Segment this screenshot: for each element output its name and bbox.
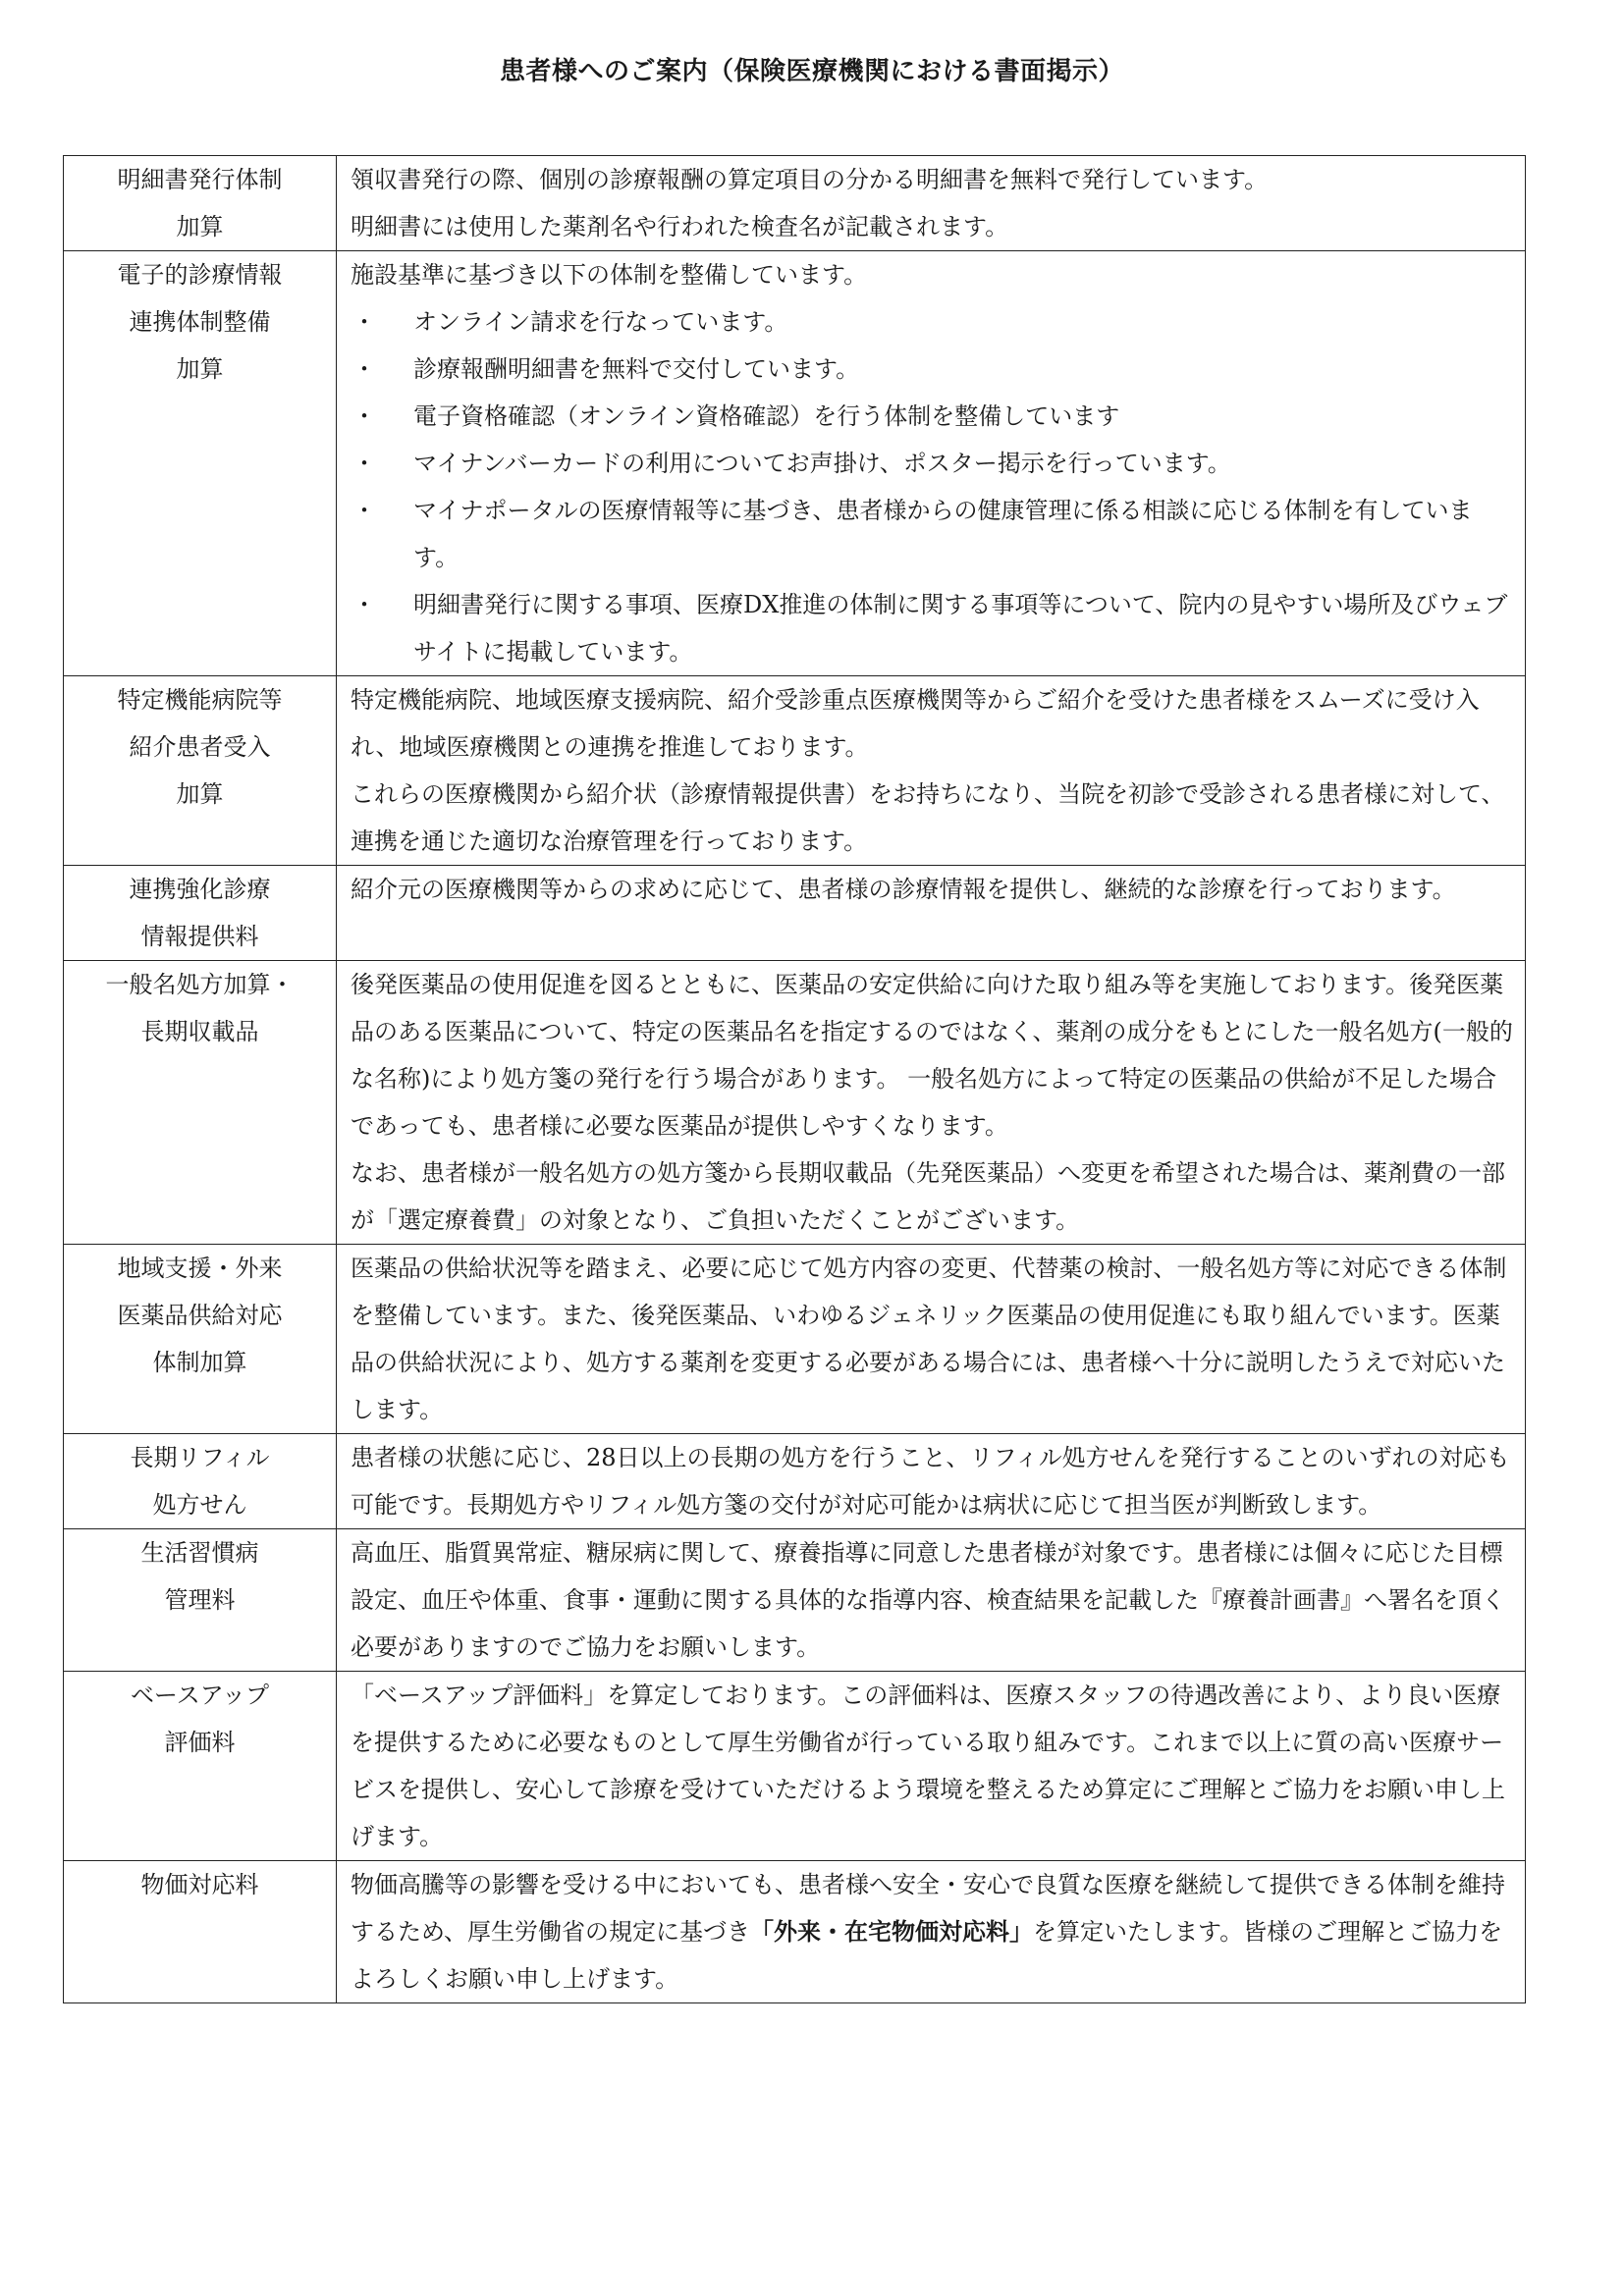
- row-paragraph: 後発医薬品の使用促進を図るとともに、医薬品の安定供給に向けた取り組み等を実施しております。後発医薬品のある医薬品について、特定の医薬品名を指定するのではなく、薬剤の成分をもとにした一般名処方(一般的な名称)により処方箋の発行を行う場合があります。 一般名処方によって特定の医薬品の供給が不足した場合であっても、患者様に必要な医薬品が提供しやすくなります。: [351, 971, 1513, 1140]
- row-label-line: 長期リフィル: [130, 1444, 270, 1471]
- bullet-dot-icon: ・: [352, 308, 376, 336]
- row-paragraph: [351, 1861, 1513, 2002]
- row-label: [64, 676, 337, 866]
- list-item: [351, 393, 1513, 440]
- row-label: [64, 961, 337, 1245]
- row-paragraph: 医薬品の供給状況等を踏まえ、必要に応じて処方内容の変更、代替薬の検討、一般名処方等に対応できる体制を整備しています。また、後発医薬品、いわゆるジェネリック医薬品の使用促進にも取り組んでいます。医薬品の供給状況により、処方する薬剤を変更する必要がある場合には、患者様へ十分に説明したうえで対応いたします。: [351, 1255, 1507, 1423]
- row-label-line: 明細書発行体制: [117, 166, 283, 193]
- row-label-line: 紹介患者受入: [129, 733, 271, 761]
- row-label: [64, 1672, 337, 1861]
- list-item: [351, 298, 1513, 346]
- row-label-line: 処方せん: [152, 1491, 247, 1519]
- bullet-text: 診療報酬明細書を無料で交付しています。: [413, 355, 860, 383]
- notice-table: [63, 155, 1526, 2003]
- row-label-line: ベースアップ: [130, 1682, 270, 1709]
- table-row: [64, 866, 1526, 961]
- row-content: [337, 251, 1526, 676]
- bullet-text: マイナポータルの医療情報等に基づき、患者様からの健康管理に係る相談に応じる体制を有しています。: [413, 497, 1473, 571]
- row-paragraph: 「ベースアップ評価料」を算定しております。この評価料は、医療スタッフの待遇改善により、より良い医療を提供するために必要なものとして厚生労働省が行っている取り組みです。これまで以上に質の高い医療サービスを提供し、安心して診療を受けていただけるよう環境を整えるため算定にご理解とご協力をお願い申し上げます。: [351, 1682, 1505, 1850]
- list-item: [351, 346, 1513, 393]
- row-label: [64, 1434, 337, 1529]
- row-content: [337, 1434, 1526, 1529]
- table-row: [64, 1529, 1526, 1672]
- row-label-line: 加算: [176, 780, 224, 808]
- row-label-line: 生活習慣病: [140, 1539, 259, 1567]
- row-label-line: 物価対応料: [140, 1871, 259, 1898]
- row-paragraph: 高血圧、脂質異常症、糖尿病に関して、療養指導に同意した患者様が対象です。患者様には個々に応じた目標設定、血圧や体重、食事・運動に関する具体的な指導内容、検査結果を記載した『療養計画書』へ署名を頂く必要がありますのでご協力をお願いします。: [351, 1539, 1505, 1661]
- bullet-dot-icon: ・: [352, 591, 376, 618]
- list-item: [351, 440, 1513, 487]
- row-text-before: 物価高騰等の影響を受ける中においても、患者様へ安全・安心で良質な医療を継続して提供できる体制を維持するため、厚生労働省の規定に基づき: [351, 1871, 1505, 1946]
- row-label: [64, 156, 337, 251]
- row-content: [337, 866, 1526, 961]
- notice-table-body: [64, 156, 1526, 2003]
- row-content: [337, 1861, 1526, 2003]
- row-label: [64, 866, 337, 961]
- row-label-line: 管理料: [164, 1586, 236, 1614]
- row-label-line: 加算: [176, 355, 224, 383]
- table-row: [64, 961, 1526, 1245]
- row-label-line: 連携体制整備: [129, 308, 271, 336]
- row-label: [64, 251, 337, 676]
- row-paragraph: 特定機能病院、地域医療支援病院、紹介受診重点医療機関等からご紹介を受けた患者様をスムーズに受け入れ、地域医療機関との連携を推進しております。: [351, 686, 1480, 761]
- row-label-line: 電子的診療情報: [117, 261, 283, 289]
- row-label: [64, 1529, 337, 1672]
- row-paragraph: 患者様の状態に応じ、28日以上の長期の処方を行うこと、リフィル処方せんを発行することのいずれの対応も可能です。長期処方やリフィル処方箋の交付が対応可能かは病状に応じて担当医が判断致します。: [351, 1444, 1510, 1519]
- row-text-after: を算定いたします。皆様のご理解とご協力をよろしくお願い申し上げます。: [351, 1918, 1503, 1993]
- table-row: [64, 1245, 1526, 1434]
- table-row: [64, 1434, 1526, 1529]
- row-label-line: 情報提供料: [140, 923, 259, 950]
- table-row: [64, 1861, 1526, 2003]
- bullet-text: オンライン請求を行なっています。: [413, 308, 788, 336]
- row-paragraph: 領収書発行の際、個別の診療報酬の算定項目の分かる明細書を無料で発行しています。: [351, 166, 1269, 193]
- row-label-line: 地域支援・外来: [117, 1255, 283, 1282]
- bullet-dot-icon: ・: [352, 355, 376, 383]
- row-paragraph: 明細書には使用した薬剤名や行われた検査名が記載されます。: [351, 213, 1009, 240]
- row-text-emphasis: 「外来・在宅物価対応料」: [750, 1917, 1034, 1946]
- row-intro: 施設基準に基づき以下の体制を整備しています。: [351, 261, 868, 289]
- row-label-line: 体制加算: [152, 1349, 247, 1376]
- bullet-text: マイナンバーカードの利用についてお声掛け、ポスター掲示を行っています。: [413, 450, 1231, 477]
- row-paragraph: 紹介元の医療機関等からの求めに応じて、患者様の診療情報を提供し、継続的な診療を行っております。: [351, 876, 1456, 903]
- row-label-line: 長期収載品: [140, 1018, 259, 1045]
- row-content: [337, 961, 1526, 1245]
- table-row: [64, 676, 1526, 866]
- list-item: [351, 487, 1513, 581]
- row-content: [337, 1672, 1526, 1861]
- table-row: [64, 1672, 1526, 1861]
- row-label-line: 特定機能病院等: [117, 686, 283, 714]
- row-content: [337, 676, 1526, 866]
- row-label-line: 加算: [176, 213, 224, 240]
- bullet-dot-icon: ・: [352, 497, 376, 524]
- bullet-text: 明細書発行に関する事項、医療DX推進の体制に関する事項等について、院内の見やすい場所及びウェブサイトに掲載しています。: [413, 591, 1508, 666]
- row-label: [64, 1245, 337, 1434]
- row-label-line: 一般名処方加算・: [105, 971, 295, 998]
- row-content: [337, 156, 1526, 251]
- row-label-line: 連携強化診療: [129, 876, 271, 903]
- row-label-line: 医薬品供給対応: [117, 1302, 283, 1329]
- bullet-text: 電子資格確認（オンライン資格確認）を行う体制を整備しています: [413, 402, 1120, 430]
- table-row: [64, 251, 1526, 676]
- row-paragraph: なお、患者様が一般名処方の処方箋から長期収載品（先発医薬品）へ変更を希望された場合は、薬剤費の一部が「選定療養費」の対象となり、ご負担いただくことがございます。: [351, 1159, 1505, 1234]
- row-paragraph: これらの医療機関から紹介状（診療情報提供書）をお持ちになり、当院を初診で受診される患者様に対して、連携を通じた適切な治療管理を行っております。: [351, 780, 1505, 855]
- bullet-dot-icon: ・: [352, 402, 376, 430]
- row-label-line: 評価料: [164, 1729, 236, 1756]
- bullet-dot-icon: ・: [352, 450, 376, 477]
- page-title: 患者様へのご案内（保険医療機関における書面掲示）: [499, 57, 1124, 86]
- row-label: [64, 1861, 337, 2003]
- row-content: [337, 1529, 1526, 1672]
- row-content: [337, 1245, 1526, 1434]
- table-row: [64, 156, 1526, 251]
- list-item: [351, 581, 1513, 675]
